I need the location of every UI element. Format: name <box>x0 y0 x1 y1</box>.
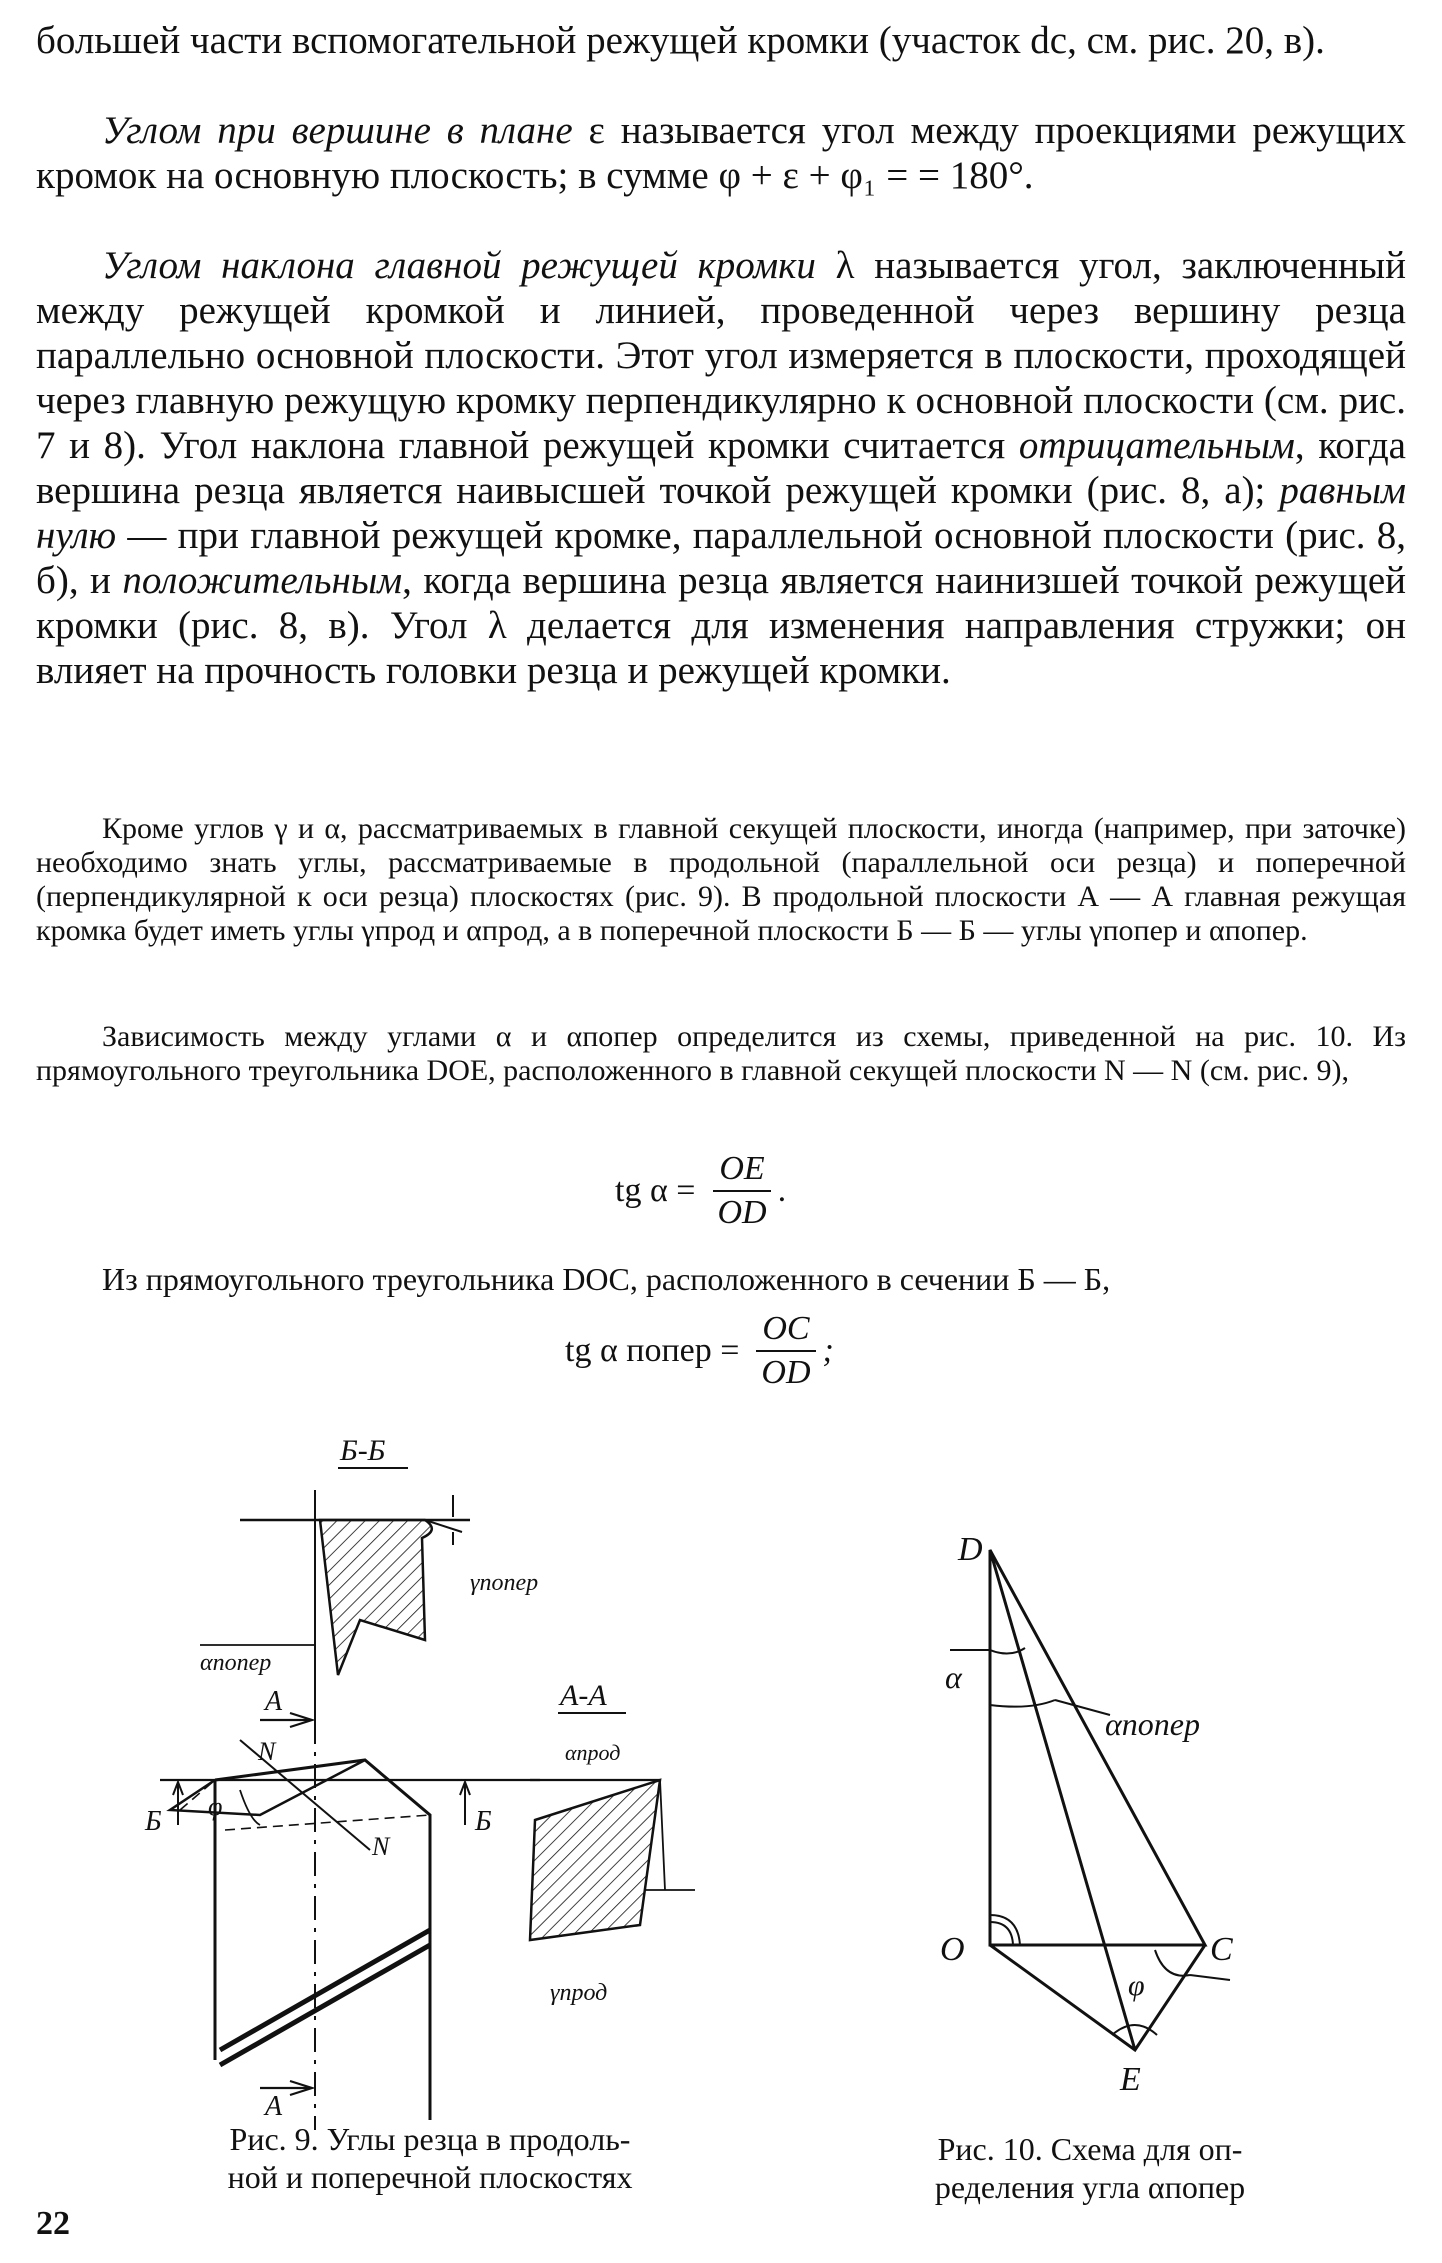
formula2-lhs: tg α попер = <box>565 1332 740 1369</box>
fig9-label-b-right: Б <box>475 1806 492 1837</box>
figure-9-cutter-angles <box>140 1420 740 2140</box>
fig10-label-phi: φ <box>1128 1969 1145 2002</box>
fig9-label-phi: φ <box>208 1792 223 1821</box>
figure-10-caption <box>875 2130 1305 2206</box>
fig9-alpha-poper-label: αпопер <box>200 1650 272 1676</box>
fig9-alpha-prod-label: αпрод <box>565 1740 621 1765</box>
fig9-cutter-tip <box>170 1760 365 1815</box>
inclination-text-c: — при главной режущей кромке, параллельной основной плоскости (рис. 8, б), и <box>36 514 1406 602</box>
formula-tg-alpha <box>615 1150 787 1232</box>
fig9-n-line <box>240 1740 370 1850</box>
term-negative: отрицательным <box>1018 424 1295 467</box>
paragraph-vertex-angle <box>36 108 1406 198</box>
fig10-label-alpha: α <box>945 1659 962 1695</box>
fig9-label-aa: А-А <box>560 1679 607 1712</box>
fig9-section-bb-shape <box>320 1520 432 1675</box>
paragraph-vertex-angle-text: ε называется угол между проекциями режущих кромок на основную плоскость; в сумме φ + ε + φ₁ = = 180°. <box>36 109 1407 197</box>
figure-10-caption-line1: Рис. 10. Схема для оп- <box>937 2131 1243 2167</box>
fig10-alpha-arc <box>950 1648 1025 1654</box>
term-vertex-angle: Углом при вершине в плане <box>102 109 573 152</box>
fig9-gamma-poper-label: γпопер <box>470 1570 539 1596</box>
figure-10-caption-line2: ределения угла αпопер <box>934 2169 1246 2205</box>
figure-9-caption-line2: ной и поперечной плоскостях <box>227 2159 633 2195</box>
term-inclination-angle: Углом наклона главной режущей кромки <box>102 244 816 287</box>
formula2-end: ; <box>822 1332 834 1369</box>
fig10-label-c: C <box>1210 1931 1233 1968</box>
fig9-arrow-b-right <box>460 1782 470 1825</box>
inclination-text-d: , когда вершина резца является наинизшей точкой режущей кромки (рис. 8, в). Угол λ делается для изменения направления стружки; он влияет на прочность головки резца и режущей кромки. <box>36 559 1407 692</box>
fig10-label-o: O <box>940 1931 965 1968</box>
small-paragraph-triangle-doc: Из прямоугольного треугольника DOC, расположенного в сечении Б — Б, <box>102 1261 1111 1297</box>
formula1-denominator: OD <box>717 1194 767 1231</box>
fig9-phi-arc <box>240 1790 260 1825</box>
formula1-lhs: tg α = <box>615 1172 696 1209</box>
formula1-end: . <box>778 1172 788 1209</box>
fig10-label-d: D <box>958 1531 983 1568</box>
fig10-label-alpha-poper: αпопер <box>1105 1706 1200 1742</box>
fig9-label-a-bottom: А <box>265 2091 283 2122</box>
formula2-denominator: OD <box>761 1354 811 1391</box>
fig9-label-b-left: Б <box>145 1806 162 1837</box>
fig9-shank-stripe <box>220 1930 430 2065</box>
figure-9-caption <box>110 2120 750 2196</box>
term-zero: равным нулю <box>36 469 1406 557</box>
paragraph-continuation: большей части вспомогательной режущей кромки (участок dc, см. рис. 20, в). <box>36 19 1325 62</box>
fig10-triangle-doc <box>990 1550 1205 1945</box>
formula1-numerator: OE <box>713 1150 770 1192</box>
fig9-label-a-top: А <box>265 1686 283 1717</box>
formula2-numerator: OC <box>756 1310 815 1352</box>
paragraph-inclination-angle <box>36 243 1406 693</box>
fig9-label-n2: N <box>372 1832 390 1861</box>
formula2-fraction <box>755 1310 816 1392</box>
fig10-triangle-oec <box>990 1945 1205 2050</box>
fig9-section-aa-shape <box>530 1780 660 1940</box>
small-paragraph-angles: Кроме углов γ и α, рассматриваемых в главной секущей плоскости, иногда (например, при заточке) необходимо знать углы, рассматриваемые в продольной (параллельной оси резца) и поперечной (перпендикулярной к оси резца) плоскостях (рис. 9). В продольной плоскости А — А главная режущая кромка будет иметь углы γпрод и αпрод, а в поперечной плоскости Б — Б — углы γпопер и αпопер. <box>36 812 1406 947</box>
inclination-text-a: λ называется угол, заключенный между режущей кромкой и линией, проведенной через вершину резца параллельно основной плоскости. Этот угол измеряется в плоскости, проходящей через главную режущую кромку перпендикулярно к основной плоскости (см. рис. 7 и 8). Угол наклона главной режущей кромки считается <box>36 244 1406 467</box>
fig10-line-de <box>990 1550 1135 2050</box>
fig10-right-angle-o <box>990 1915 1020 1945</box>
fig10-label-e: E <box>1120 2061 1141 2098</box>
fig10-alpha-poper-arc <box>990 1700 1110 1715</box>
figure-10-scheme <box>880 1510 1300 2110</box>
fig9-label-n1: N <box>258 1737 276 1766</box>
fig9-label-bb: Б-Б <box>340 1434 386 1467</box>
inclination-text-b: , когда вершина резца является наивысшей точкой режущей кромки (рис. 8, а); <box>36 424 1406 512</box>
small-paragraph-dependency: Зависимость между углами α и αпопер определится из схемы, приведенной на рис. 10. Из прямоугольного треугольника DOE, расположенного в главной секущей плоскости N — N (см. рис. 9), <box>36 1020 1406 1087</box>
formula-tg-alpha-poper <box>565 1310 834 1392</box>
fig10-right-angle-o2 <box>990 1922 1013 1945</box>
fig9-gamma-prod-label: γпрод <box>550 1980 608 2006</box>
page-number: 22 <box>36 2205 70 2242</box>
figure-9-caption-line1: Рис. 9. Углы резца в продоль- <box>229 2121 631 2157</box>
term-positive: положительным <box>122 559 403 602</box>
formula1-fraction <box>711 1150 772 1232</box>
